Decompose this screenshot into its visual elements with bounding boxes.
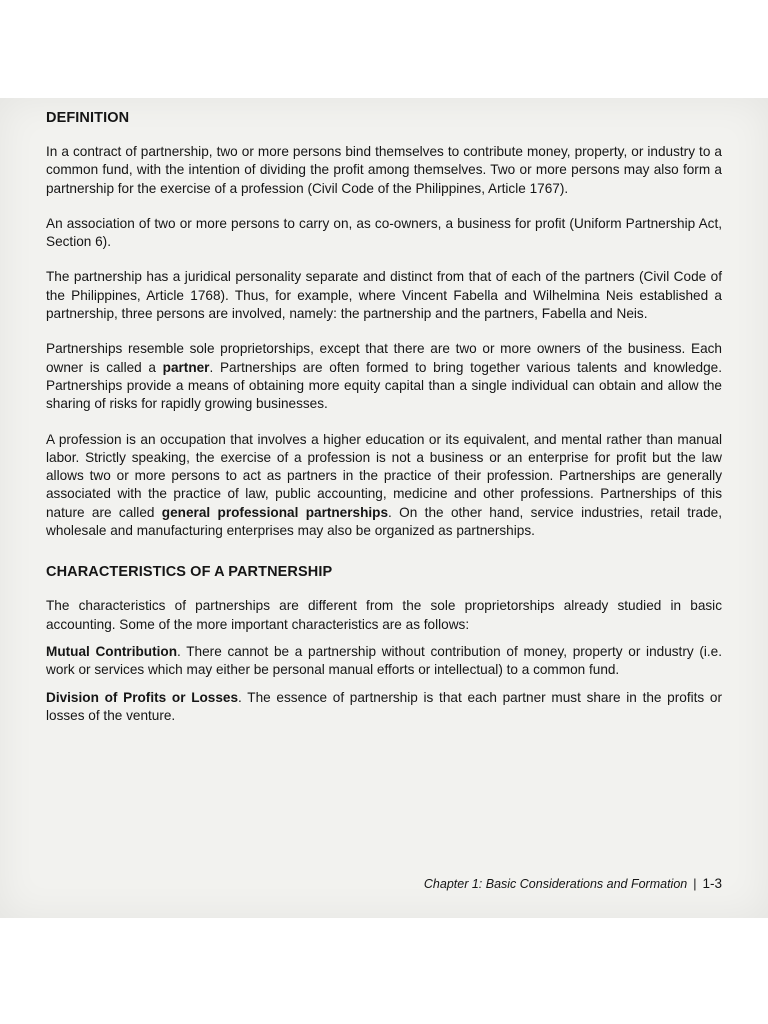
definition-paragraph-4 xyxy=(46,340,722,413)
chapter-title: Chapter 1: Basic Considerations and Formation xyxy=(423,877,688,891)
definition-heading: DEFINITION xyxy=(46,110,130,126)
p5-text-start: A profession is an occupation that involves a higher education or its equivalent, and mental rather than manual labor. Strictly speaking, the exercise of a profession is not a business or an enterprise for profit but the law allows two or more persons to act as partners in the practice of their profession. Partnerships are generally associated with the practice of law, public accounting, medicine and other professions. Partnerships of this nature are called xyxy=(46,431,722,520)
mutual-contribution-text: . There cannot be a partnership without contribution of money, property or industry (i.e. work or services which may either be personal manual efforts or intellectual) to a common fund. xyxy=(46,643,722,678)
p5-text-end: . On the other hand, service industries, retail trade, wholesale and manufacturing enterprises may also be organized as partnerships. xyxy=(46,504,722,539)
definition-paragraph-3: The partnership has a juridical personality separate and distinct from that of each of the partners (Civil Code of the Philippines, Article 1768). Thus, for example, where Vincent Fabella and Wilhelmina Neis established a partnership, three persons are involved, namely: the partnership and the partners, Fabella and Neis. xyxy=(46,269,722,322)
general-professional-partnerships-term: general professional partnerships xyxy=(161,504,389,520)
p4-text-start: Partnerships resemble sole proprietorships, except that there are two or more owners of the business. Each owner is called a xyxy=(46,341,722,375)
definition-paragraph-5 xyxy=(46,431,722,541)
definition-paragraph-1: In a contract of partnership, two or more persons bind themselves to contribute money, property, or industry to a common fund, with the intention of dividing the profit among themselves. Two or more persons may also form a partnership for the exercise of a profession (Civil Code of the Philippines, Article 1767). xyxy=(46,144,722,196)
division-profits-text: . The essence of partnership is that each partner must share in the profits or losses of the venture. xyxy=(46,689,723,723)
characteristics-intro: The characteristics of partnerships are different from the sole proprietorships already studied in basic accounting. Some of the more important characteristics are as follows: xyxy=(46,598,722,632)
partner-term: partner xyxy=(162,359,210,375)
page-footer xyxy=(46,876,722,891)
page-number: 1-3 xyxy=(702,876,722,891)
characteristics-heading: CHARACTERISTICS OF A PARTNERSHIP xyxy=(46,564,333,581)
definition-paragraph-2: An association of two or more persons to carry on, as co-owners, a business for profit (Uniform Partnership Act, Section 6). xyxy=(46,215,722,250)
footer-separator: | xyxy=(693,877,697,891)
division-profits-title: Division of Profits or Losses xyxy=(46,689,239,705)
paper-sheet xyxy=(0,98,768,918)
page-content xyxy=(46,110,722,725)
mutual-contribution-paragraph xyxy=(46,643,722,680)
p4-text-end: . Partnerships are often formed to bring together various talents and knowledge. Partnerships provide a means of obtaining more equity capital than a single individual can obtain and allow the sharing of risks for rapidly growing businesses. xyxy=(46,359,723,412)
mutual-contribution-title: Mutual Contribution xyxy=(46,643,178,659)
division-profits-paragraph xyxy=(46,689,722,726)
